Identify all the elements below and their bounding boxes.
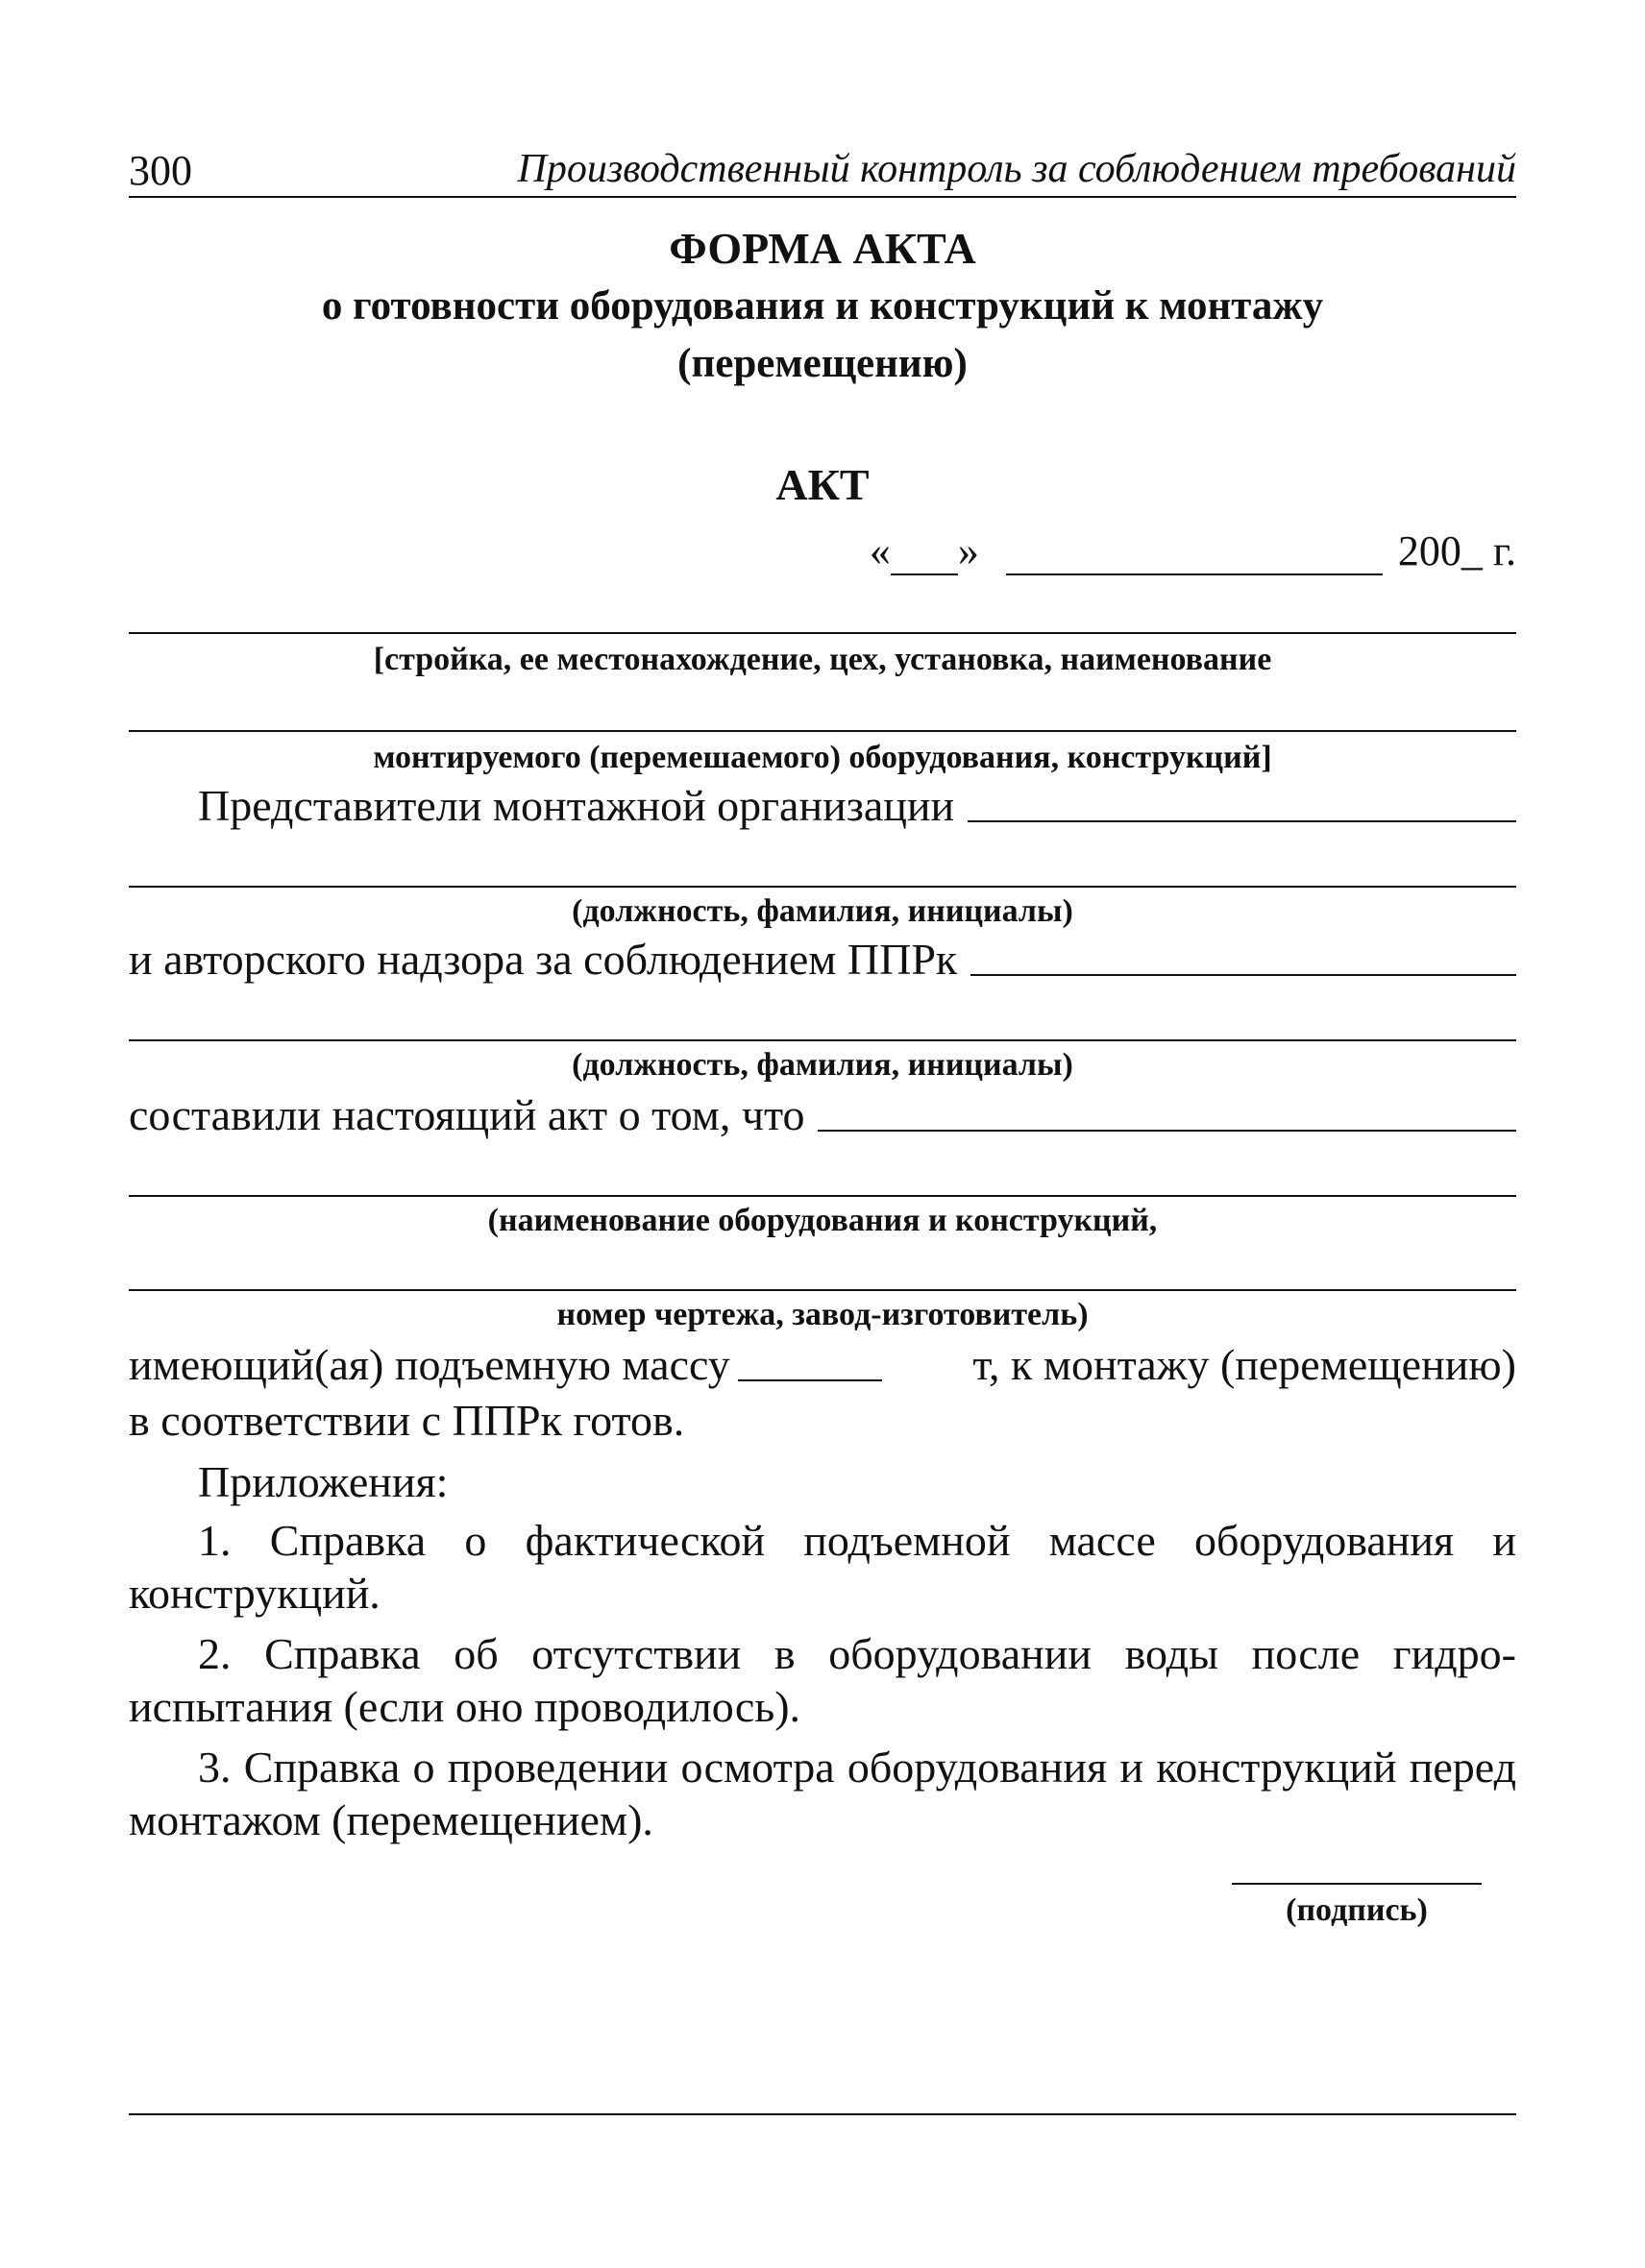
mass-label: имеющий(ая) подъемную массу [129,1340,730,1389]
person-caption-2: (должность, фамилия, инициалы) [572,1047,1073,1083]
supervision-label: и авторского надзора за соблюдением ППРк [129,935,958,984]
date-year: 200_ г. [1397,527,1516,574]
site-caption-1: [стройка, ее местонахождение, цех, установка, наименование [373,642,1272,677]
representatives-row [129,780,1516,831]
attachment-1 [129,1514,1516,1620]
attachment-2 [129,1627,1516,1733]
composed-label: составили настоящий акт о том, что [129,1090,805,1139]
supervision-row [129,934,1516,985]
mass-suffix: т, к монтажу (перемещению) [972,1340,1516,1389]
date-day-blank[interactable] [891,541,958,575]
equipment-caption-1: (наименование оборудования и конструкций, [487,1203,1158,1238]
page-number: 300 [129,147,192,194]
site-caption-2: монтируемого (перемешаемого) оборудования, конструкций] [373,740,1272,775]
act-label: АКТ [775,460,870,509]
attachment-3 [129,1741,1516,1846]
equipment-line-1[interactable] [129,1195,1516,1197]
site-line-1[interactable] [129,632,1516,634]
representatives-blank[interactable] [968,820,1516,822]
signature-caption: (подпись) [1286,1892,1428,1928]
date-close-quote: » [957,527,979,574]
site-line-2[interactable] [129,730,1516,732]
attachment-3-text: 3. Справка о проведении осмотра оборудования и конструкций перед монтажом (перемещением). [129,1743,1516,1844]
form-subtitle: о готовности оборудования и конструкций к монтажу [321,283,1324,329]
mass-blank[interactable] [738,1379,882,1381]
equipment-caption-2: номер чертежа, завод-изготовитель) [556,1297,1089,1332]
date-month-blank[interactable] [1006,541,1383,575]
header-rule [129,196,1516,198]
mass-line-2: в соответствии с ППРк готов. [129,1396,685,1445]
date-open-quote: « [869,527,891,574]
running-title: Производственный контроль за соблюдением требований [517,147,1516,191]
representatives-line-2[interactable] [129,886,1516,888]
representatives-label: Представители монтажной организации [198,781,955,830]
signature-line[interactable] [1232,1883,1482,1885]
date-line [870,526,1516,575]
attachment-2-text: 2. Справка об отсутствии в оборудовании воды после гидро-испытания (если оно проводилось). [129,1629,1516,1731]
form-title: ФОРМА АКТА [669,224,976,273]
supervision-blank[interactable] [970,974,1516,976]
supervision-line-2[interactable] [129,1039,1516,1041]
composed-row [129,1089,1516,1140]
attachments-heading: Приложения: [198,1457,449,1506]
person-caption-1: (должность, фамилия, инициалы) [572,893,1073,929]
footer-rule [129,2113,1516,2115]
composed-blank[interactable] [818,1130,1516,1132]
equipment-line-2[interactable] [129,1289,1516,1291]
attachment-1-text: 1. Справка о фактической подъемной массе оборудования и конструкций. [129,1516,1516,1618]
mass-row [129,1339,1516,1390]
form-subtitle-cont: (перемещению) [677,341,968,386]
